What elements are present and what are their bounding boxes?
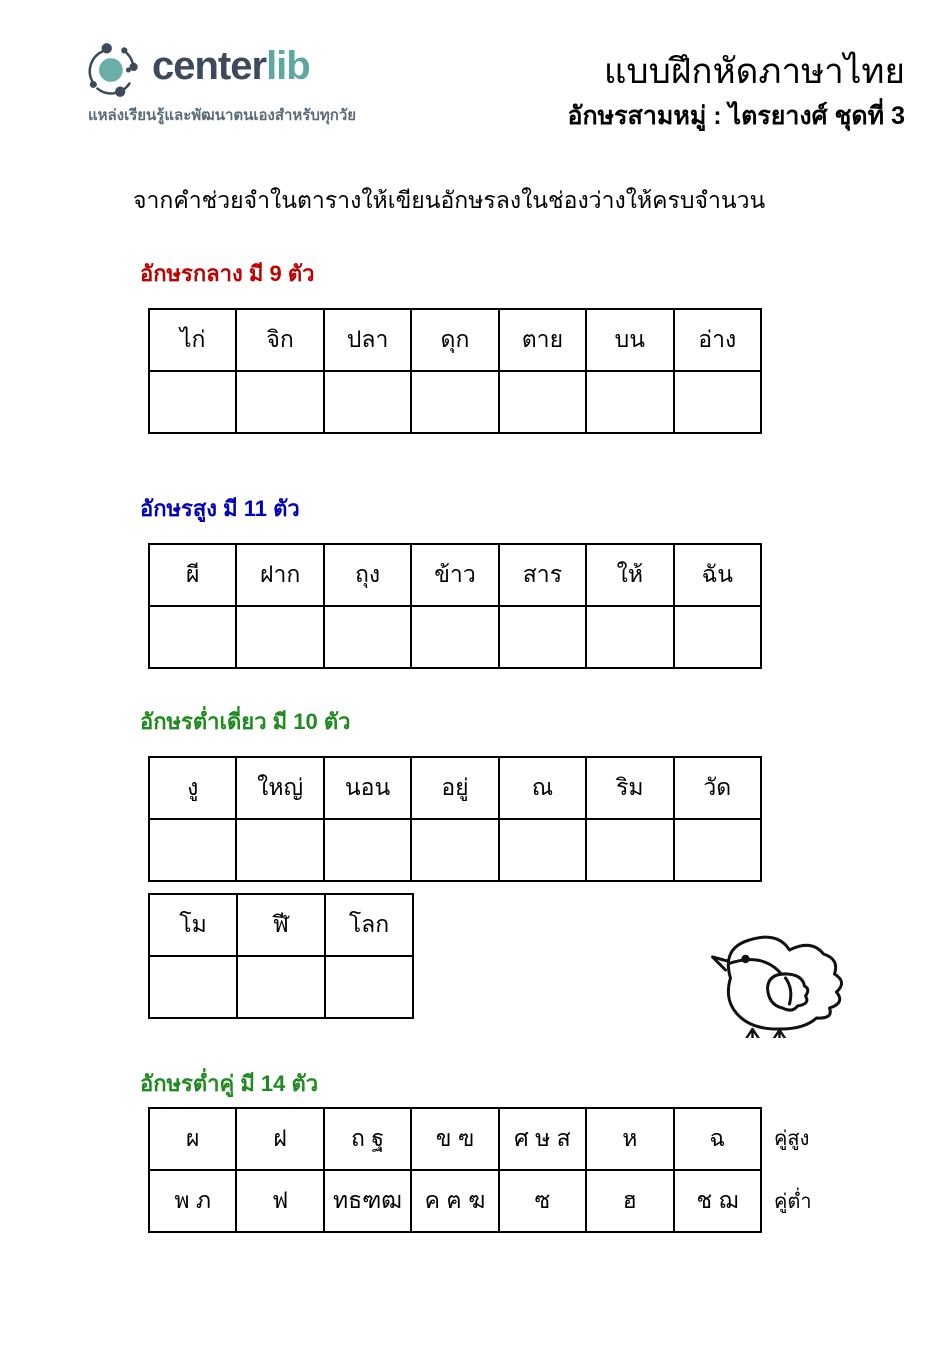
answer-cell[interactable] [324, 371, 411, 433]
answer-cell[interactable] [586, 819, 673, 881]
mnemonic-cell: โลก [325, 894, 413, 956]
answer-cell[interactable] [149, 606, 236, 668]
answer-row [149, 606, 761, 668]
page-subtitle: อักษรสามหมู่ : ไตรยางศ์ ชุดที่ 3 [567, 102, 905, 131]
high-pair-row [149, 1108, 761, 1170]
answer-cell[interactable] [411, 819, 498, 881]
mnemonic-cell: ให้ [586, 544, 673, 606]
answer-cell[interactable] [236, 819, 323, 881]
answer-cell[interactable] [149, 819, 236, 881]
answer-row [149, 956, 413, 1018]
letter-cell: ถ ฐ [324, 1108, 411, 1170]
mnemonic-cell: วัด [674, 757, 761, 819]
low-single-table [148, 756, 762, 882]
mnemonic-cell: ตาย [499, 309, 586, 371]
mnemonic-cell: ไก่ [149, 309, 236, 371]
section-heading-low-paired: อักษรต่ำคู่ มี 14 ตัว [140, 1071, 319, 1096]
answer-cell[interactable] [324, 819, 411, 881]
low-single-table-extra [148, 893, 414, 1019]
answer-row [149, 371, 761, 433]
answer-row [149, 819, 761, 881]
letter-cell: ศ ษ ส [499, 1108, 586, 1170]
letter-cell: ทธฑฒ [324, 1170, 411, 1232]
mnemonic-cell: นอน [324, 757, 411, 819]
letter-cell: ช ฌ [674, 1170, 761, 1232]
mnemonic-cell: ฬี [237, 894, 325, 956]
mnemonic-row [149, 309, 761, 371]
mnemonic-row [149, 894, 413, 956]
low-pair-row [149, 1170, 761, 1232]
mnemonic-cell: งู [149, 757, 236, 819]
answer-cell[interactable] [674, 606, 761, 668]
low-paired-table-wrap [148, 1107, 812, 1233]
letter-cell: ซ [499, 1170, 586, 1232]
answer-cell[interactable] [324, 606, 411, 668]
answer-cell[interactable] [674, 819, 761, 881]
label-low-pair: คู่ต่ำ [774, 1190, 812, 1213]
answer-cell[interactable] [411, 606, 498, 668]
mnemonic-cell: ใหญ่ [236, 757, 323, 819]
mnemonic-cell: ปลา [324, 309, 411, 371]
answer-cell[interactable] [325, 956, 413, 1018]
mnemonic-cell: ณ [499, 757, 586, 819]
answer-cell[interactable] [499, 819, 586, 881]
label-high-pair: คู่สูง [774, 1127, 810, 1150]
letter-cell: ค ฅ ฆ [411, 1170, 498, 1232]
letter-cell: ฝ [236, 1108, 323, 1170]
answer-cell[interactable] [586, 606, 673, 668]
answer-cell[interactable] [586, 371, 673, 433]
mnemonic-cell: จิก [236, 309, 323, 371]
logo-word-center: center [152, 44, 267, 88]
low-paired-table [148, 1107, 762, 1233]
answer-cell[interactable] [236, 606, 323, 668]
answer-cell[interactable] [499, 371, 586, 433]
header-titles [568, 52, 906, 136]
centerlib-logo-wordmark [152, 44, 310, 89]
letter-cell: ฉ [674, 1108, 761, 1170]
mnemonic-row [149, 544, 761, 606]
mnemonic-cell: ดุก [411, 309, 498, 371]
letter-cell: ฮ [586, 1170, 673, 1232]
answer-cell[interactable] [237, 956, 325, 1018]
mnemonic-cell: อ่าง [674, 309, 761, 371]
mnemonic-cell: อยู่ [411, 757, 498, 819]
page-title: แบบฝึกหัดภาษาไทย [603, 52, 905, 91]
mnemonic-cell: ข้าว [411, 544, 498, 606]
letter-cell: ห [586, 1108, 673, 1170]
mnemonic-row [149, 757, 761, 819]
logo-word-lib: lib [266, 44, 310, 88]
mnemonic-cell: ถุง [324, 544, 411, 606]
section-heading-low-single: อักษรต่ำเดี่ยว มี 10 ตัว [140, 709, 351, 734]
mnemonic-cell: บน [586, 309, 673, 371]
section-heading-high-class: อักษรสูง มี 11 ตัว [140, 496, 300, 521]
centerlib-logo-icon [84, 38, 146, 102]
letter-cell: ผ [149, 1108, 236, 1170]
pair-row-labels [762, 1107, 812, 1233]
letter-cell: พ ภ [149, 1170, 236, 1232]
answer-cell[interactable] [674, 371, 761, 433]
bird-illustration [695, 926, 850, 1038]
middle-class-table [148, 308, 762, 434]
answer-cell[interactable] [499, 606, 586, 668]
mnemonic-cell: โม [149, 894, 237, 956]
answer-cell[interactable] [411, 371, 498, 433]
logo-tagline: แหล่งเรียนรู้และพัฒนาตนเองสำหรับทุกวัย [88, 107, 357, 124]
answer-cell[interactable] [149, 956, 237, 1018]
mnemonic-cell: ฉัน [674, 544, 761, 606]
instruction-text: จากคำช่วยจำในตารางให้เขียนอักษรลงในช่องว่างให้ครบจำนวน [133, 187, 766, 213]
letter-cell: ข ฃ [411, 1108, 498, 1170]
mnemonic-cell: สาร [499, 544, 586, 606]
answer-cell[interactable] [149, 371, 236, 433]
mnemonic-cell: ริม [586, 757, 673, 819]
mnemonic-cell: ฝาก [236, 544, 323, 606]
mnemonic-cell: ผี [149, 544, 236, 606]
answer-cell[interactable] [236, 371, 323, 433]
section-heading-middle-class: อักษรกลาง มี 9 ตัว [140, 261, 315, 286]
letter-cell: ฟ [236, 1170, 323, 1232]
high-class-table [148, 543, 762, 669]
